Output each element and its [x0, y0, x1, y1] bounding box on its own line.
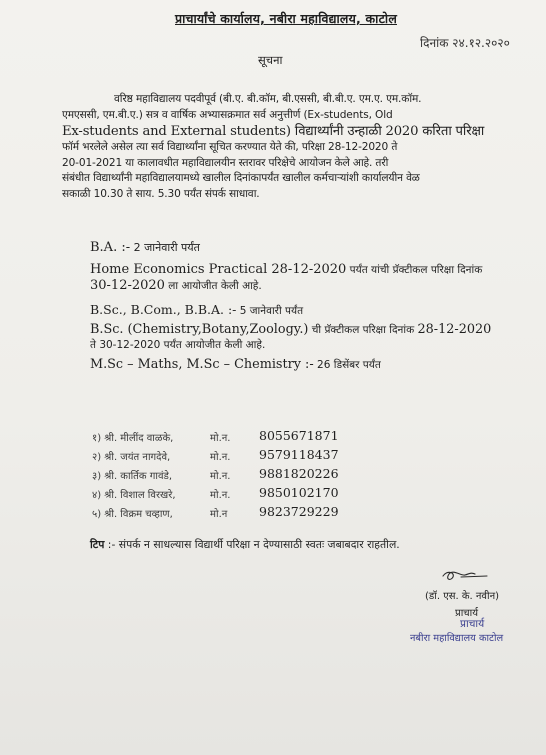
notice-date: दिनांक २४.१२.२०२० — [420, 36, 510, 50]
contact-row — [92, 428, 392, 447]
tip-text: :- संपर्क न साधल्यास विद्यार्थी परिक्षा न देण्यासाठी स्वतः जबाबदार राहतील. — [104, 538, 400, 551]
paragraph-line: 20-01-2021 या कालावधीत महाविद्यालयीन स्तरावर परिक्षेचे आयोजन केले आहे. तरी — [62, 156, 389, 169]
contact-name: ५) श्री. विक्रम चव्हाण, — [92, 509, 173, 520]
notice-paragraph — [62, 92, 526, 202]
contact-row — [92, 485, 392, 504]
contact-phone: 9823729229 — [259, 504, 339, 519]
contact-phone: 8055671871 — [259, 428, 339, 443]
contact-mobile-label: मो.न. — [210, 490, 231, 501]
contact-phone: 9579118437 — [259, 447, 339, 462]
contact-phone: 9881820226 — [259, 466, 339, 481]
schedule-bsc-practical-dates: ते 30-12-2020 पर्यंत आयोजीत केली आहे. — [90, 339, 266, 351]
schedule-home-economics: Home Economics Practical 28-12-2020 पर्यंत यांची प्रॅक्टीकल परिक्षा दिनांक — [90, 262, 483, 277]
contact-mobile-label: मो.न — [210, 509, 228, 520]
contact-phone: 9850102170 — [259, 485, 339, 500]
paragraph-line: वरिष्ठ महाविद्यालय पदवीपूर्व (बी.ए. बी.कॉम, बी.एससी, बी.बी.ए. एम.ए. एम.कॉम. — [114, 93, 422, 105]
paragraph-line: एमएससी, एम.बी.ए.) सत्र व वार्षिक अभ्यासक्रमात सर्व अनुत्तीर्ण (Ex-students, Old — [62, 108, 393, 121]
contact-mobile-label: मो.न. — [210, 471, 231, 482]
paragraph-line: संबंधीत विद्यार्थ्यांनी महाविद्यालयामध्ये खालील दिनांकापर्यंत खालील कर्मचाऱ्यांशी कार्यालयीन वेळ — [62, 172, 420, 184]
office-stamp-title: प्राचार्य — [460, 618, 485, 630]
exam-schedule — [90, 240, 540, 372]
contact-row — [92, 504, 392, 523]
schedule-home-economics-date: 30-12-2020 ला आयोजीत केली आहे. — [90, 278, 262, 293]
contact-mobile-label: मो.न. — [210, 433, 231, 444]
contact-row — [92, 466, 392, 485]
schedule-ba: B.A. :- 2 जानेवारी पर्यंत — [90, 240, 200, 255]
tip-note — [90, 537, 400, 552]
schedule-msc: M.Sc – Maths, M.Sc – Chemistry :- 26 डिसेंबर पर्यंत — [90, 357, 381, 372]
notice-title: सूचना — [258, 53, 283, 67]
principal-name: (डॉ. एस. के. नवीन) — [425, 591, 500, 602]
contact-name: ४) श्री. विशाल विरखरे, — [92, 490, 176, 501]
paragraph-line: Ex-students and External students) विद्यार्थ्यांनी उन्हाळी 2020 करिता परिक्षा — [62, 124, 485, 139]
contact-list — [92, 428, 392, 523]
schedule-bsc-practical: B.Sc. (Chemistry,Botany,Zoology.) ची प्रॅक्टीकल परिक्षा दिनांक 28-12-2020 — [90, 322, 492, 337]
contact-name: ३) श्री. कार्तिक गावंडे, — [92, 471, 173, 482]
paragraph-line: सकाळी 10.30 ते साय. 5.30 पर्यंत संपर्क साधावा. — [62, 187, 260, 200]
principal-title: प्राचार्य — [455, 608, 479, 619]
contact-name: २) श्री. जयंत नागदेवे, — [92, 452, 171, 463]
paragraph-line: फॉर्म भरलेले असेल त्या सर्व विद्यार्थ्यांना सूचित करण्यात येते की, परिक्षा 28-12-2020 ते — [62, 141, 398, 153]
schedule-bsc-bcom-bba: B.Sc., B.Com., B.B.A. :- 5 जानेवारी पर्यंत — [90, 302, 304, 317]
tip-label: टिप — [90, 538, 105, 551]
contact-row — [92, 447, 392, 466]
office-heading: प्राचार्यांचे कार्यालय, नबीरा महाविद्यालय, काटोल — [175, 11, 397, 26]
contact-name: १) श्री. मीलींद वाळके, — [92, 433, 174, 444]
contact-mobile-label: मो.न. — [210, 452, 231, 463]
office-stamp-college: नबीरा महाविद्यालय काटोल — [410, 633, 504, 644]
